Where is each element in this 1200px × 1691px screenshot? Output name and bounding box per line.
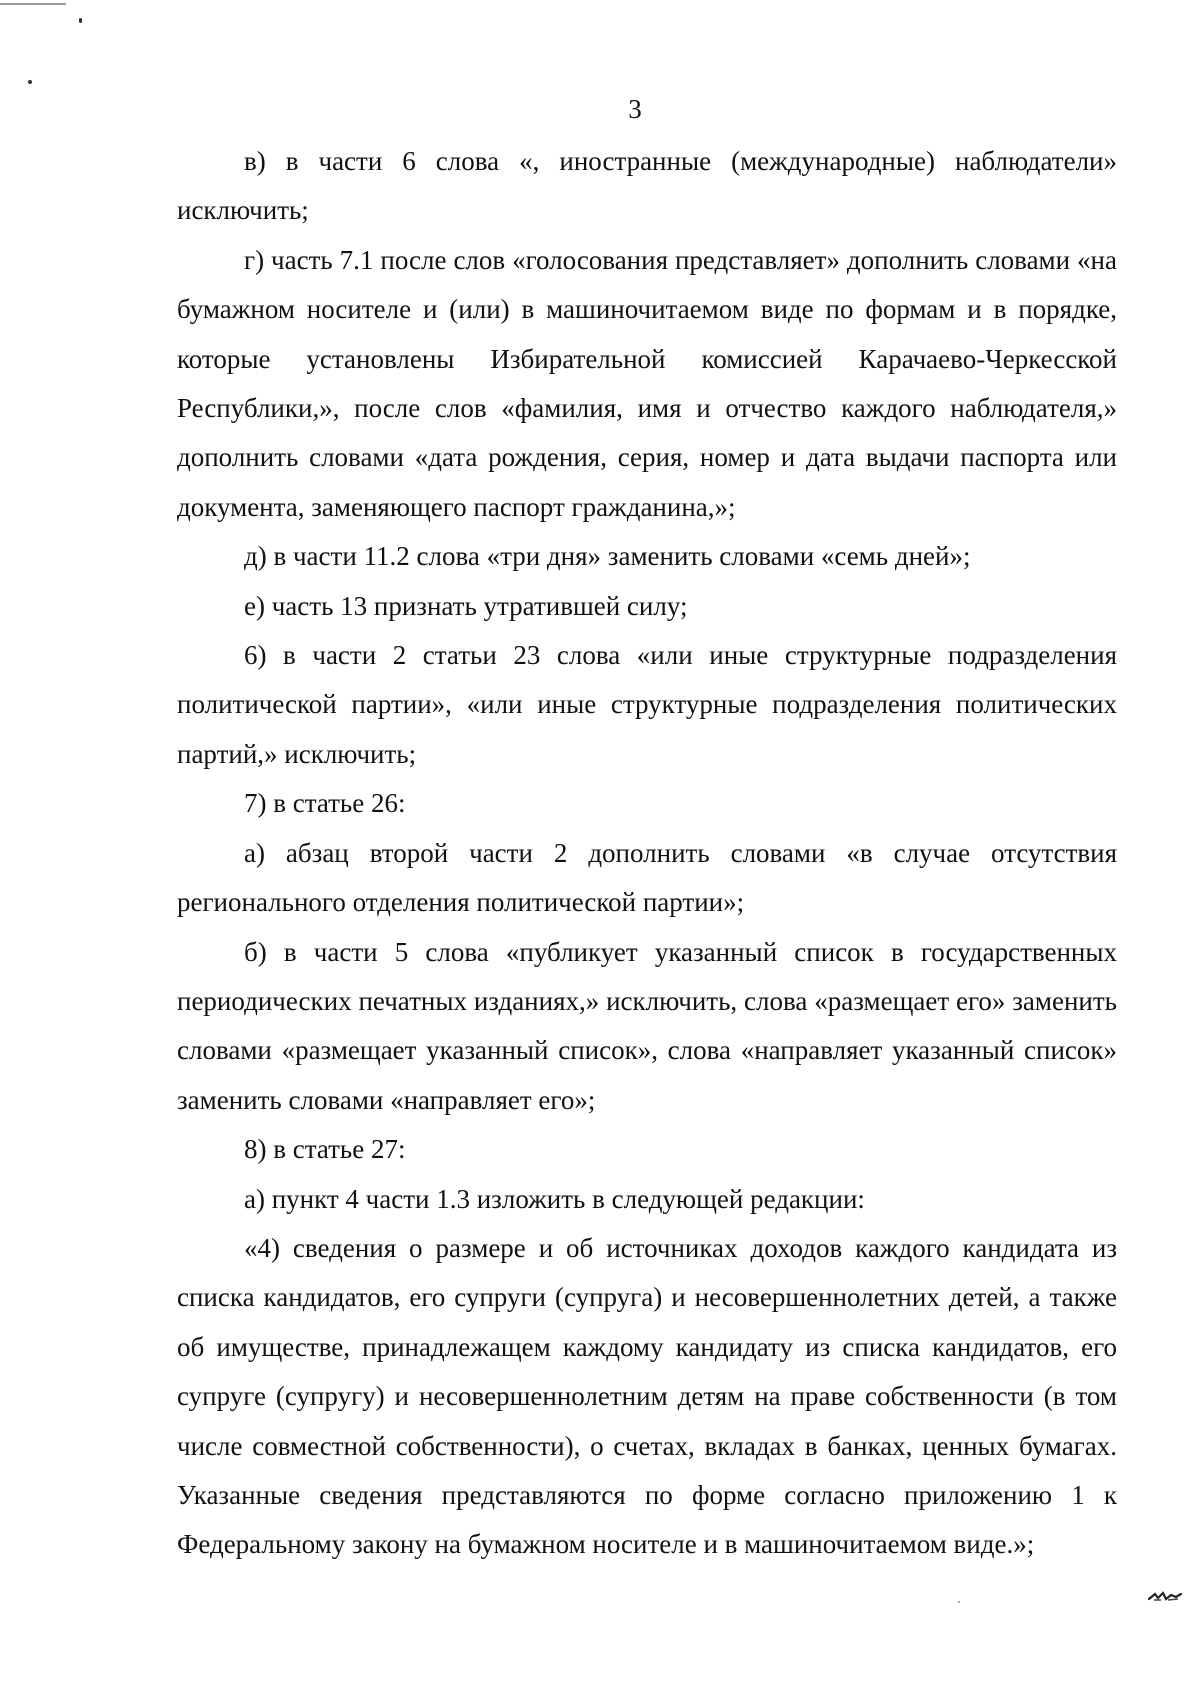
- paragraph-6: 6) в части 2 статьи 23 слова «или иные структурные подразделения политической партии», «или иные структурные подразделения политических партий,» исключить;: [177, 640, 1117, 769]
- scan-artifact-dot: [958, 1601, 960, 1603]
- paragraph-7a: а) абзац второй части 2 дополнить словами «в случае отсутствия регионального отделения политической партии»;: [177, 837, 1117, 918]
- paragraph-e: е) часть 13 признать утратившей силу;: [244, 590, 688, 621]
- page-number: 3: [628, 94, 642, 124]
- paragraph-8: 8) в статье 27:: [244, 1134, 406, 1165]
- scan-artifact-dot: [28, 80, 32, 84]
- paragraph-d: д) в части 11.2 слова «три дня» заменить словами «семь дней»;: [244, 541, 971, 572]
- paragraph-7b: б) в части 5 слова «публикует указанный список в государственных периодических печатных изданиях,» исключить, слова «размещает его» заменить словами «размещает указанный список», слова «направляет указанный список» заменить словами «направляет его»;: [177, 936, 1117, 1115]
- document-body: [177, 137, 1117, 1570]
- paragraph-7: 7) в статье 26:: [244, 788, 406, 819]
- scan-artifact-line: [0, 3, 66, 5]
- scan-artifact-scribble: [1148, 1591, 1182, 1603]
- paragraph-v: в) в части 6 слова «, иностранные (международные) наблюдатели» исключить;: [177, 146, 1117, 226]
- scan-artifact-dot: [79, 18, 82, 23]
- paragraph-8a: а) пункт 4 части 1.3 изложить в следующей редакции:: [244, 1183, 865, 1214]
- paragraph-g: г) часть 7.1 после слов «голосования представляет» дополнить словами «на бумажном носителе и (или) в машиночитаемом виде по формам и в порядке, которые установлены Избирательной комиссией Карачаево-Черкесской Республики,», после слов «фамилия, имя и отчество каждого наблюдателя,» дополнить словами «дата рождения, серия, номер и дата выдачи паспорта или документа, заменяющего паспорт гражданина,»;: [177, 244, 1117, 522]
- paragraph-8a-quote: «4) сведения о размере и об источниках доходов каждого кандидата из списка кандидатов, его супруги (супруга) и несовершеннолетних детей, а также об имуществе, принадлежащем каждому кандидату из списка кандидатов, его супруге (супругу) и несовершеннолетним детям на праве собственности (в том числе совместной собственности), о счетах, вкладах в банках, ценных бумагах. Указанные сведения представляются по форме согласно приложению 1 к Федеральному закону на бумажном носителе и в машиночитаемом виде.»;: [177, 1232, 1117, 1560]
